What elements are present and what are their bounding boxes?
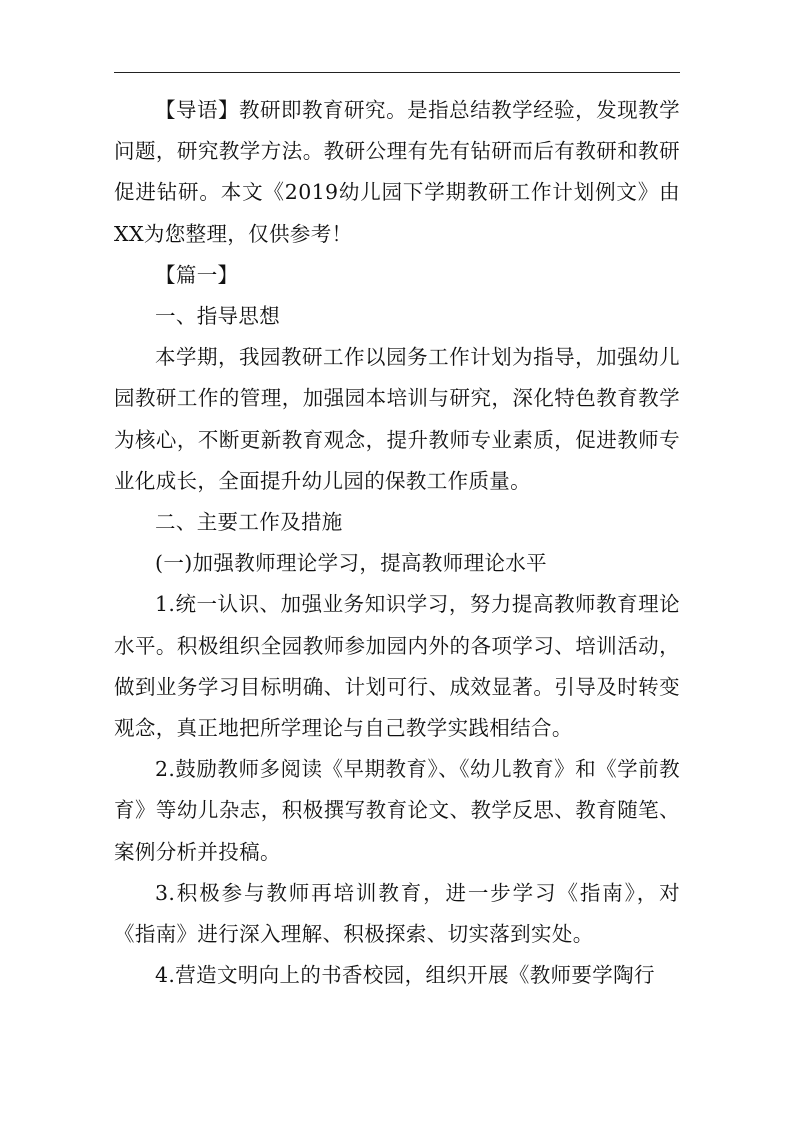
heading-guiding-ideology: 一、指导思想 bbox=[155, 304, 281, 329]
section-heading-part-one: 【篇一】 bbox=[155, 262, 239, 287]
list-item-3: 3.积极参与教师再培训教育，进一步学习《指南》，对《指南》进行深入理解、积极探索、切实落到实处。 bbox=[114, 880, 680, 947]
intro-paragraph: 【导语】教研即教育研究。是指总结教学经验，发现教学问题，研究教学方法。教研公理有先有钻研而后有教研和教研促进钻研。本文《2019幼儿园下学期教研工作计划例文》由XX为您整理，仅供参考！ bbox=[114, 98, 680, 246]
document-body bbox=[114, 90, 680, 996]
list-item-1: 1.统一认识、加强业务知识学习，努力提高教师教育理论水平。积极组织全园教师参加园内外的各项学习、培训活动，做到业务学习目标明确、计划可行、成效显著。引导及时转变观念，真正地把所学理论与自己教学实践相结合。 bbox=[114, 592, 680, 741]
list-item-4: 4.营造文明向上的书香校园，组织开展《教师要学陶行 bbox=[155, 963, 655, 988]
guiding-ideology-paragraph: 本学期，我园教研工作以园务工作计划为指导，加强幼儿园教研工作的管理，加强园本培训与研究，深化特色教育教学为核心，不断更新教育观念，提升教师专业素质，促进教师专业化成长，全面提升幼儿园的保教工作质量。 bbox=[114, 345, 680, 493]
list-item-2: 2.鼓励教师多阅读《早期教育》、《幼儿教育》和《学前教育》等幼儿杂志，积极撰写教育论文、教学反思、教育随笔、案例分析并投稿。 bbox=[114, 757, 680, 864]
subheading-theory-study: (一)加强教师理论学习，提高教师理论水平 bbox=[155, 551, 547, 576]
header-rule bbox=[114, 72, 680, 73]
heading-main-work-measures: 二、主要工作及措施 bbox=[155, 510, 343, 535]
